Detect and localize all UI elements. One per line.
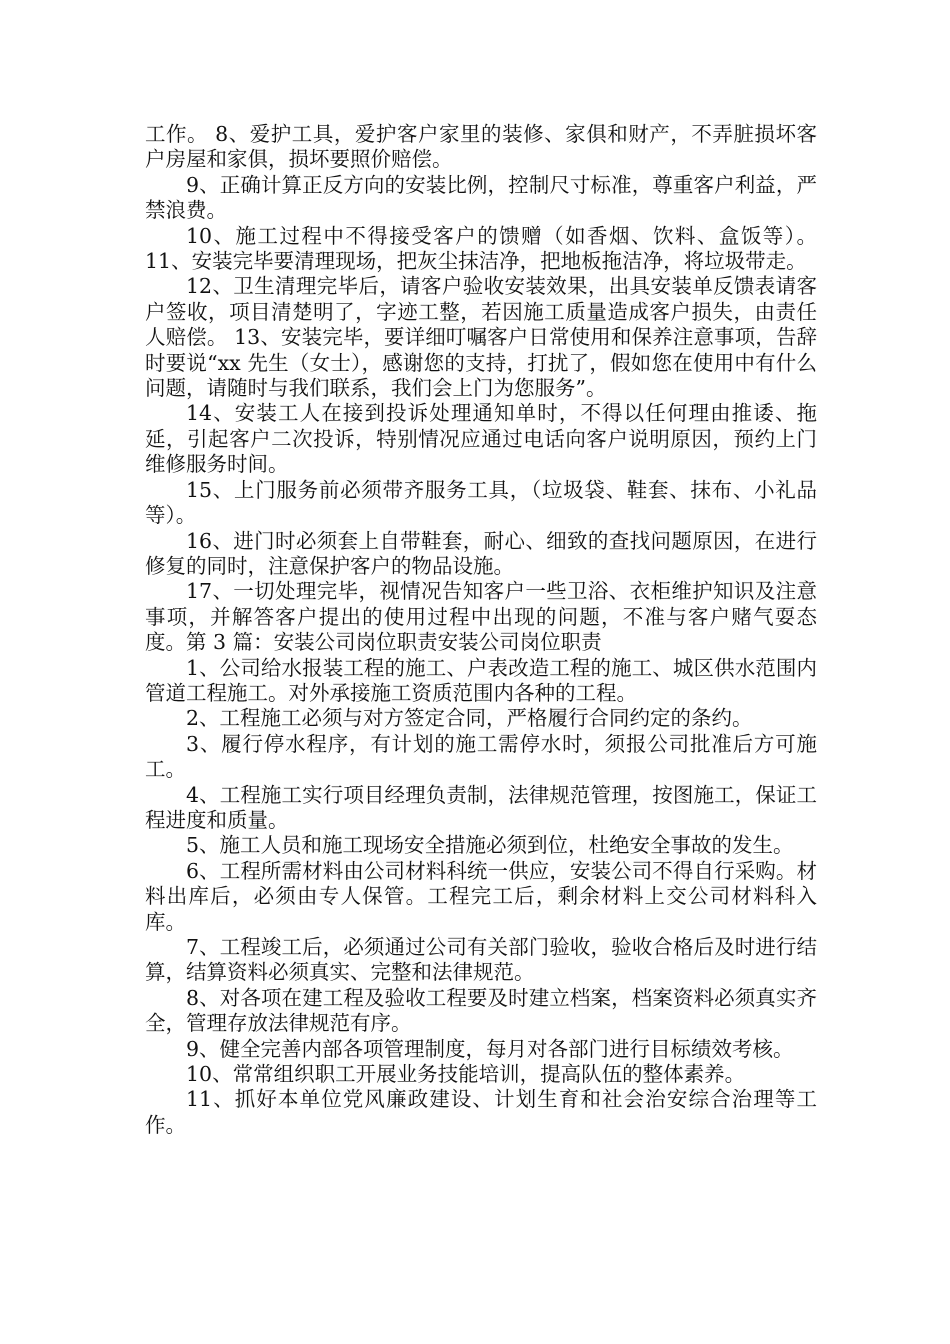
paragraph-duty-10: 10、常常组织职工开展业务技能培训，提高队伍的整体素养。 <box>186 1062 746 1087</box>
document-body <box>145 122 817 1138</box>
paragraph-duty-4: 4、工程施工实行项目经理负责制，法律规范管理，按图施工，保证工程进度和质量。 <box>145 782 817 832</box>
paragraph-item-12: 12、卫生清理完毕后，请客户验收安装效果，出具安装单反馈表请客户签收，项目清楚明了，字迹工整，若因施工质量造成客户损失，由责任人赔偿。 13、安装完毕，要详细叮嘱客户日常使用和保养注意事项，告辞时要说“xx 先生（女士），感谢您的支持，打扰了，假如您在使用中有什么问题，请随时与我们联系，我们会上门为您服务”。 <box>145 274 817 401</box>
paragraph-duty-8: 8、对各项在建工程及验收工程要及时建立档案，档案资料必须真实齐全，管理存放法律规范有序。 <box>145 985 817 1036</box>
paragraph-duty-9: 9、健全完善内部各项管理制度，每月对各部门进行目标绩效考核。 <box>186 1036 794 1061</box>
paragraph-duty-1: 1、公司给水报装工程的施工、户表改造工程的施工、城区供水范围内管道工程施工。对外承接施工资质范围内各种的工程。 <box>145 655 817 705</box>
paragraph-item-14: 14、安装工人在接到投诉处理通知单时，不得以任何理由推诿、拖延，引起客户二次投诉，特别情况应通过电话向客户说明原因，预约上门维修服务时间。 <box>145 401 817 477</box>
paragraph-duty-11: 11、抓好本单位党风廉政建设、计划生育和社会治安综合治理等工作。 <box>145 1087 817 1137</box>
paragraph-item-16: 16、进门时必须套上自带鞋套，耐心、细致的查找问题原因，在进行修复的同时，注意保护客户的物品设施。 <box>145 528 817 578</box>
paragraph-duty-2: 2、工程施工必须与对方签定合同，严格履行合同约定的条约。 <box>186 706 753 731</box>
paragraph-continuation: 工作。 8、爱护工具，爱护客户家里的装修、家俱和财产，不弄脏损坏客户房屋和家俱，损坏要照价赔偿。 <box>145 122 817 172</box>
paragraph-item-10: 10、施工过程中不得接受客户的馈赠（如香烟、饮料、盒饭等）。 11、安装完毕要清理现场，把灰尘抹洁净，把地板拖洁净，将垃圾带走。 <box>145 223 817 274</box>
paragraph-duty-6: 6、工程所需材料由公司材料科统一供应，安装公司不得自行采购。材料出库后，必须由专人保管。工程完工后，剩余材料上交公司材料科入库。 <box>145 858 817 934</box>
paragraph-item-15: 15、上门服务前必须带齐服务工具，（垃圾袋、鞋套、抹布、小礼品等）。 <box>145 477 817 528</box>
paragraph-item-17: 17、一切处理完毕，视情况告知客户一些卫浴、衣柜维护知识及注意事项，并解答客户提出的使用过程中出现的问题，不准与客户赌气耍态度。第 3 篇：安装公司岗位职责安装公司岗位职责 <box>145 579 817 655</box>
paragraph-duty-7: 7、工程竣工后，必须通过公司有关部门验收，验收合格后及时进行结算，结算资料必须真实、完整和法律规范。 <box>145 935 817 985</box>
paragraph-duty-5: 5、施工人员和施工现场安全措施必须到位，杜绝安全事故的发生。 <box>186 833 794 858</box>
paragraph-item-9: 9、正确计算正反方向的安装比例，控制尺寸标准，尊重客户利益，严禁浪费。 <box>145 172 817 223</box>
paragraph-duty-3: 3、履行停水程序，有计划的施工需停水时，须报公司批准后方可施工。 <box>145 731 817 782</box>
